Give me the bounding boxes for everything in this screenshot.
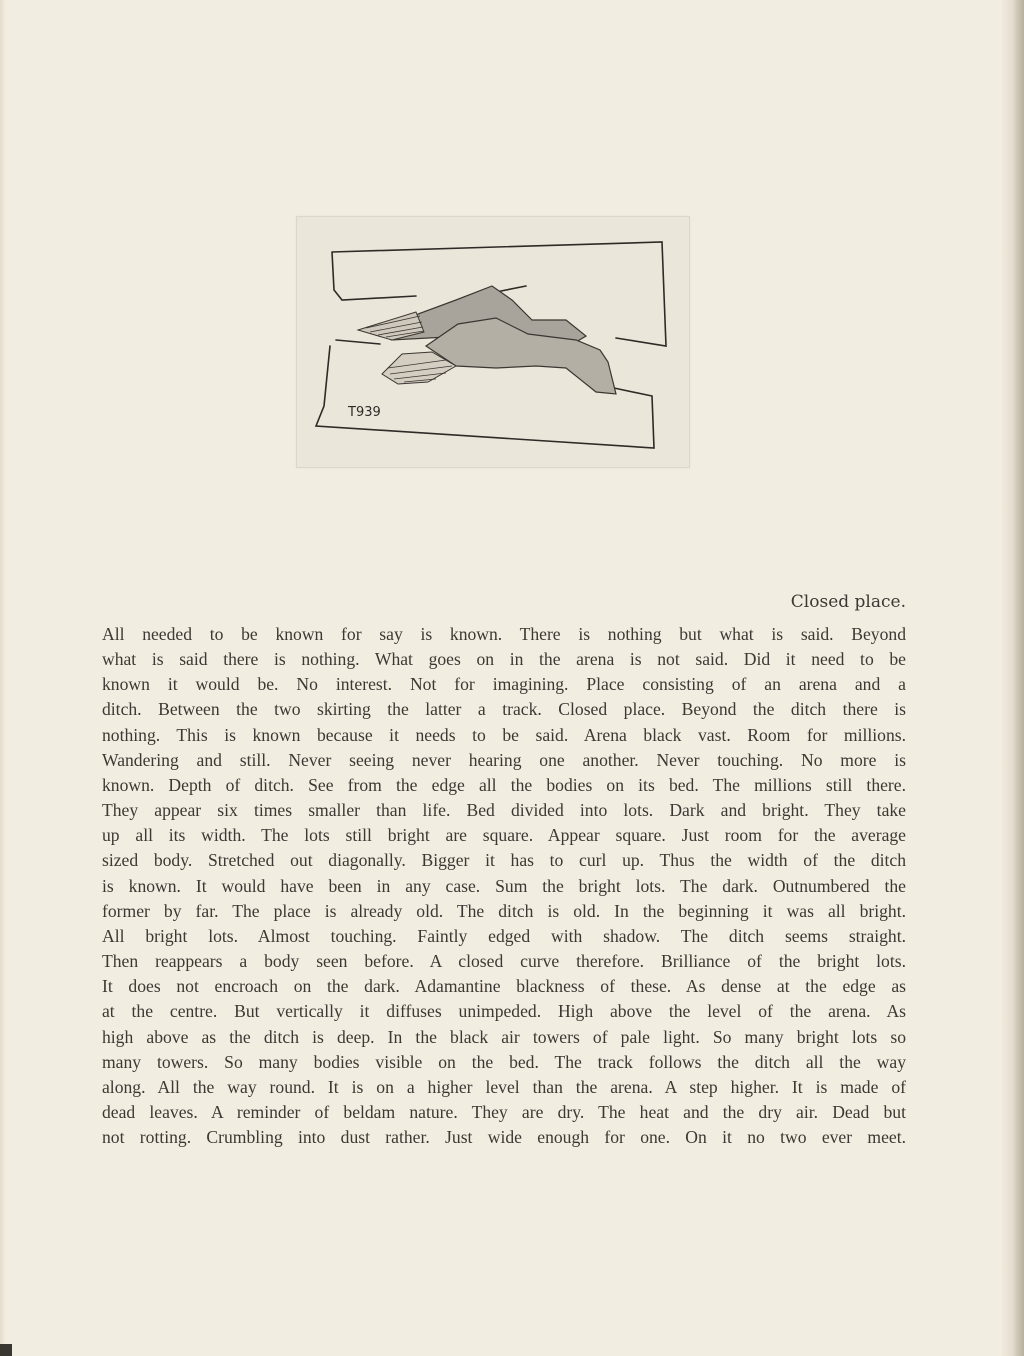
text-line: along. All the way round. It is on a higher level than the arena. A step higher. It is made of [102, 1076, 906, 1097]
text-line: at the centre. But vertically it diffuses unimpeded. High above the level of the arena. As [102, 1001, 906, 1022]
text-line: All needed to be known for say is known. There is nothing but what is said. Beyond [102, 624, 906, 644]
etching-illustration-icon [296, 216, 690, 468]
section-heading: Closed place. [790, 592, 906, 612]
etching-plate [296, 216, 690, 468]
text-line: is known. It would have been in any case. Sum the bright lots. The dark. Outnumbered the [102, 875, 906, 896]
text-line: dead leaves. A reminder of beldam nature. They are dry. The heat and the dry air. Dead but [102, 1101, 906, 1122]
text-line: All bright lots. Almost touching. Faintly edged with shadow. The ditch seems straight. [102, 925, 906, 946]
text-line: They appear six times smaller than life. Bed divided into lots. Dark and bright. They take [102, 800, 906, 821]
page-edge [1002, 0, 1024, 1356]
text-line: Then reappears a body seen before. A closed curve therefore. Brilliance of the bright lots. [102, 951, 906, 972]
plate-signature: T939 [348, 405, 381, 420]
text-line: known it would be. No interest. Not for imagining. Place consisting of an arena and a [102, 674, 906, 695]
text-line: Wandering and still. Never seeing never hearing one another. Never touching. No more is [102, 749, 906, 770]
text-line: It does not encroach on the dark. Adamantine blackness of these. As dense at the edge as [102, 976, 906, 997]
text-line: known. Depth of ditch. See from the edge all the bodies on its bed. The millions still there. [102, 774, 906, 795]
page-gutter-shadow [0, 0, 6, 1356]
text-line: ditch. Between the two skirting the latter a track. Closed place. Beyond the ditch there is [102, 699, 906, 720]
text-line: sized body. Stretched out diagonally. Bigger it has to curl up. Thus the width of the ditch [102, 850, 906, 871]
text-line: what is said there is nothing. What goes on in the arena is not said. Did it need to be [102, 649, 906, 670]
text-line: nothing. This is known because it needs to be said. Arena black vast. Room for millions. [102, 724, 906, 745]
corner-mark [0, 1344, 12, 1356]
body-paragraph [102, 622, 906, 1150]
text-line: up all its width. The lots still bright are square. Appear square. Just room for the average [102, 825, 906, 846]
text-line: many towers. So many bodies visible on the bed. The track follows the ditch all the way [102, 1051, 906, 1072]
text-line: former by far. The place is already old. The ditch is old. In the beginning it was all bright. [102, 900, 906, 921]
text-line: not rotting. Crumbling into dust rather. Just wide enough for one. On it no two ever meet. [102, 1127, 906, 1148]
text-line: high above as the ditch is deep. In the black air towers of pale light. So many bright lots so [102, 1026, 906, 1047]
